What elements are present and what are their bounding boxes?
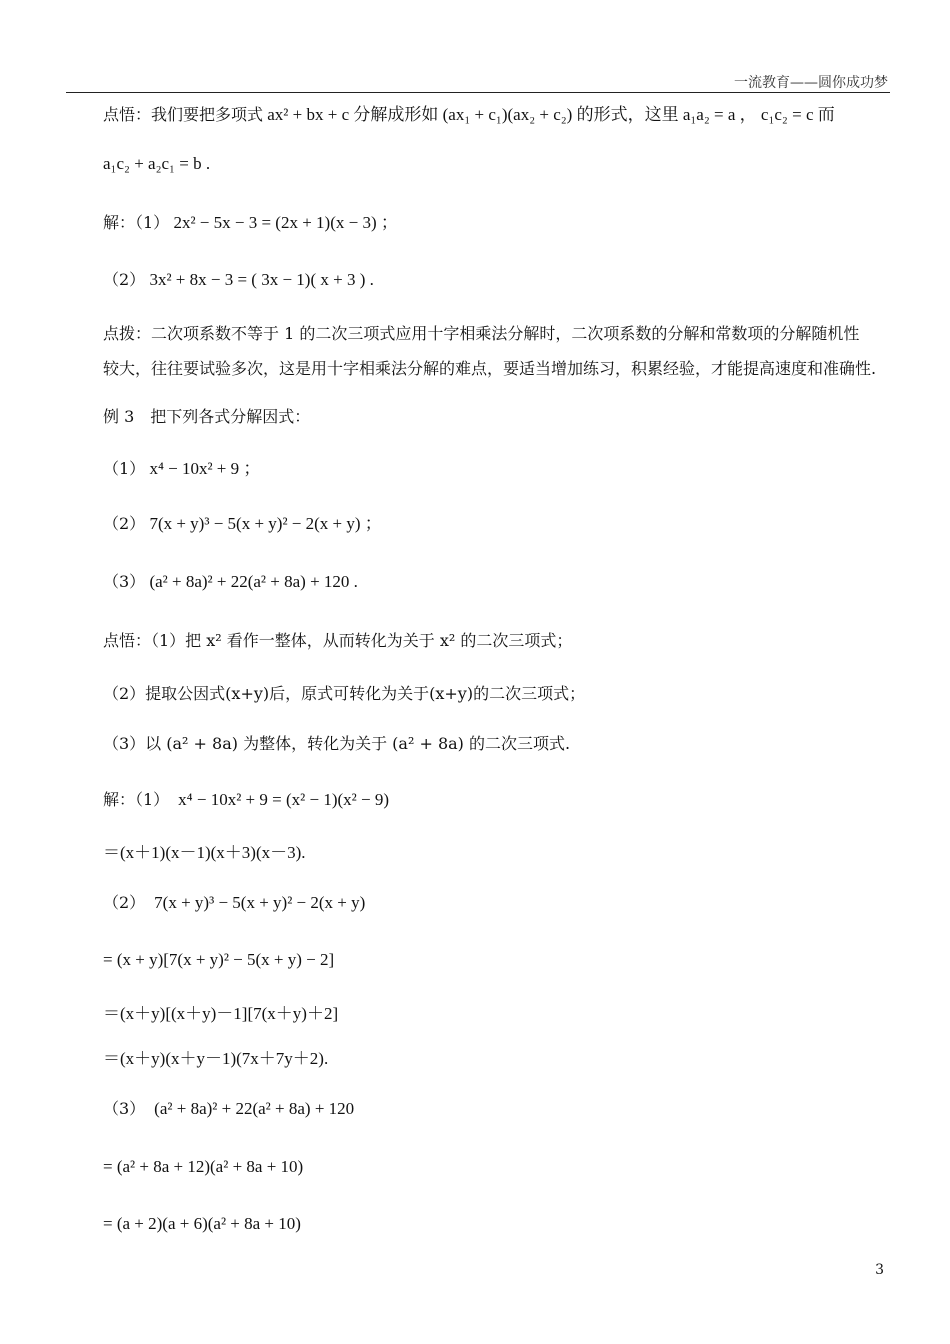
text-line: （3） (a² + 8a)² + 22(a² + 8a) + 120 — [103, 1099, 355, 1118]
text-line: 较大，往往要试验多次，这是用十字相乘法分解的难点，要适当增加练习，积累经验，才能提高速度和准确性. — [103, 359, 877, 378]
text-line: 点拨：二次项系数不等于 1 的二次三项式应用十字相乘法分解时，二次项系数的分解和常数项的分解随机性 — [103, 324, 860, 343]
text-line: = (x + y)[7(x + y)² − 5(x + y) − 2] — [103, 950, 335, 969]
text-line: = (a + 2)(a + 6)(a² + 8a + 10) — [103, 1214, 301, 1233]
text-line: ＝(x＋y)(x＋y－1)(7x＋7y＋2). — [103, 1049, 329, 1068]
page-number: 3 — [875, 1262, 884, 1278]
text-line: = (a² + 8a + 12)(a² + 8a + 10) — [103, 1157, 304, 1176]
text-line: 解：（1） x⁴ − 10x² + 9 = (x² − 1)(x² − 9) — [103, 790, 389, 809]
text-line: （2）提取公因式(x+y)后，原式可转化为关于(x+y)的二次三项式； — [103, 684, 586, 703]
text-line: （1） x⁴ − 10x² + 9 ； — [103, 459, 261, 478]
page-header — [66, 68, 890, 93]
text-line: a₁c₂ + a₂c₁ = b . — [103, 154, 211, 173]
text-line: （2） 7(x + y)³ − 5(x + y)² − 2(x + y) ； — [103, 514, 382, 533]
text-line: （3） (a² + 8a)² + 22(a² + 8a) + 120 . — [103, 572, 358, 591]
text-line: （2） 7(x + y)³ − 5(x + y)² − 2(x + y) — [103, 893, 366, 912]
text-line: 点悟：（1）把 x² 看作一整体，从而转化为关于 x² 的二次三项式； — [103, 631, 573, 650]
text-line: ＝(x＋1)(x－1)(x＋3)(x－3). — [103, 843, 306, 862]
text-line: ＝(x＋y)[(x＋y)－1][7(x＋y)＋2] — [103, 1004, 339, 1023]
text-line: （2） 3x² + 8x − 3 = ( 3x − 1)( x + 3 ) . — [103, 270, 374, 289]
text-line: 点悟：我们要把多项式 ax² + bx + c 分解成形如 (ax₁ + c₁)(ax₂ + c₂) 的形式，这里 a₁a₂ = a ， c₁c₂ = c 而 — [103, 105, 835, 124]
text-line: （3）以 (a² + 8a) 为整体，转化为关于 (a² + 8a) 的二次三项式. — [103, 734, 571, 753]
text-line: 例 3 把下列各式分解因式： — [103, 407, 311, 426]
header-text: 一流教育——圆你成功梦 — [734, 75, 888, 91]
text-line: 解：（1） 2x² − 5x − 3 = (2x + 1)(x − 3) ； — [103, 213, 398, 232]
